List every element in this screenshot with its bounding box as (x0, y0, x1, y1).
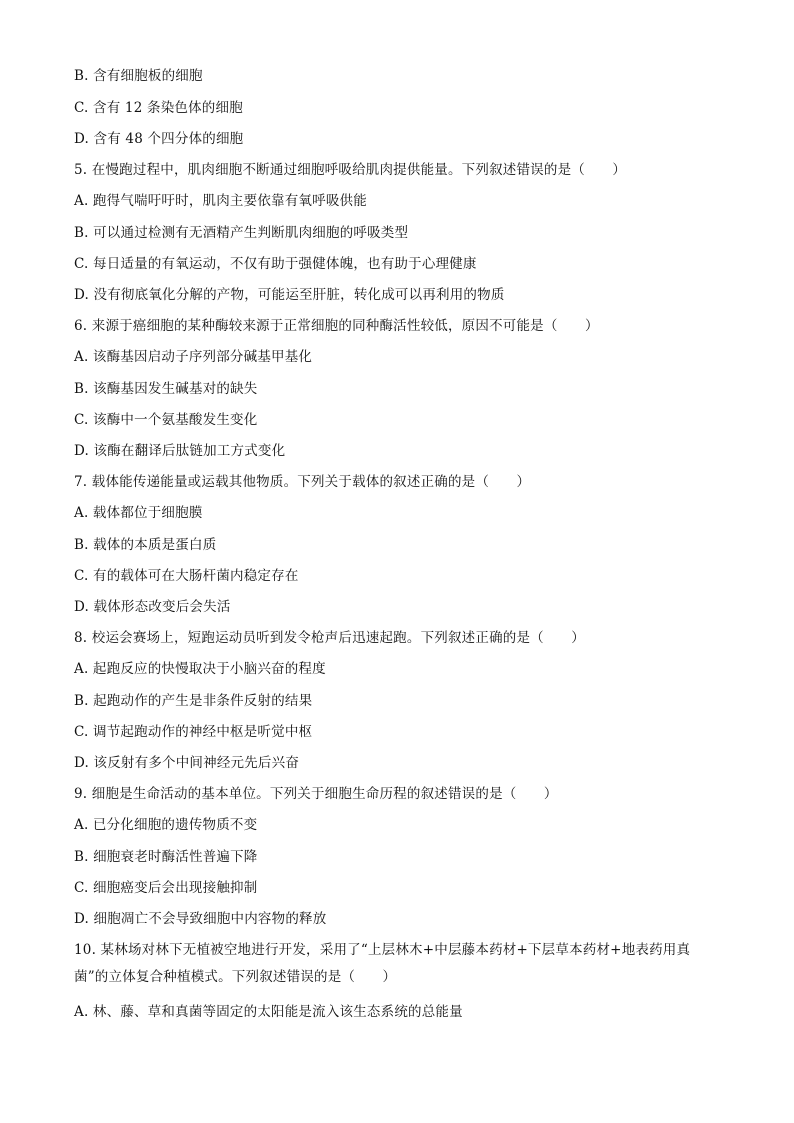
option-c-q5: C. 每日适量的有氧运动，不仅有助于强健体魄，也有助于心理健康 (74, 256, 477, 272)
option-b-q5: B. 可以通过检测有无酒精产生判断肌肉细胞的呼吸类型 (74, 225, 409, 241)
question-7: 7. 载体能传递能量或运载其他物质。下列关于载体的叙述正确的是（ ） (74, 474, 531, 490)
option-d-q4: D. 含有 48 个四分体的细胞 (74, 131, 244, 147)
question-8: 8. 校运会赛场上，短跑运动员听到发令枪声后迅速起跑。下列叙述正确的是（ ） (74, 630, 585, 646)
option-d-q5: D. 没有彻底氧化分解的产物，可能运至肝脏，转化成可以再利用的物质 (74, 287, 505, 303)
question-5: 5. 在慢跑过程中，肌肉细胞不断通过细胞呼吸给肌肉提供能量。下列叙述错误的是（ ） (74, 162, 627, 178)
option-a-q6: A. 该酶基因启动子序列部分碱基甲基化 (74, 349, 313, 365)
option-b-q8: B. 起跑动作的产生是非条件反射的结果 (74, 693, 313, 709)
option-a-q9: A. 已分化细胞的遗传物质不变 (74, 817, 258, 833)
option-a-q5: A. 跑得气喘吁吁时，肌肉主要依靠有氧呼吸供能 (74, 193, 367, 209)
option-b-q7: B. 载体的本质是蛋白质 (74, 537, 217, 553)
option-d-q9: D. 细胞凋亡不会导致细胞中内容物的释放 (74, 911, 327, 927)
question-9: 9. 细胞是生命活动的基本单位。下列关于细胞生命历程的叙述错误的是（ ） (74, 786, 558, 802)
option-b-q9: B. 细胞衰老时酶活性普遍下降 (74, 849, 258, 865)
question-10: 10. 某林场对林下无植被空地进行开发，采用了“上层林木+中层藤本药材+下层草本药材+地表药用真菌”的立体复合种植模式。下列叙述错误的是（ ） (74, 942, 691, 985)
option-b-q4: B. 含有细胞板的细胞 (74, 68, 203, 84)
option-a-q10: A. 林、藤、草和真菌等固定的太阳能是流入该生态系统的总能量 (74, 1004, 463, 1020)
option-c-q6: C. 该酶中一个氨基酸发生变化 (74, 412, 258, 428)
option-a-q8: A. 起跑反应的快慢取决于小脑兴奋的程度 (74, 661, 326, 677)
option-c-q9: C. 细胞癌变后会出现接触抑制 (74, 880, 258, 896)
option-c-q4: C. 含有 12 条染色体的细胞 (74, 100, 243, 116)
option-b-q6: B. 该酶基因发生碱基对的缺失 (74, 381, 258, 397)
option-a-q7: A. 载体都位于细胞膜 (74, 505, 203, 521)
option-c-q7: C. 有的载体可在大肠杆菌内稳定存在 (74, 568, 299, 584)
option-d-q6: D. 该酶在翻译后肽链加工方式变化 (74, 443, 286, 459)
option-d-q8: D. 该反射有多个中间神经元先后兴奋 (74, 755, 300, 771)
question-6: 6. 来源于癌细胞的某种酶较来源于正常细胞的同种酶活性较低，原因不可能是（ ） (74, 318, 599, 334)
option-c-q8: C. 调节起跑动作的神经中枢是听觉中枢 (74, 724, 313, 740)
option-d-q7: D. 载体形态改变后会失活 (74, 599, 231, 615)
